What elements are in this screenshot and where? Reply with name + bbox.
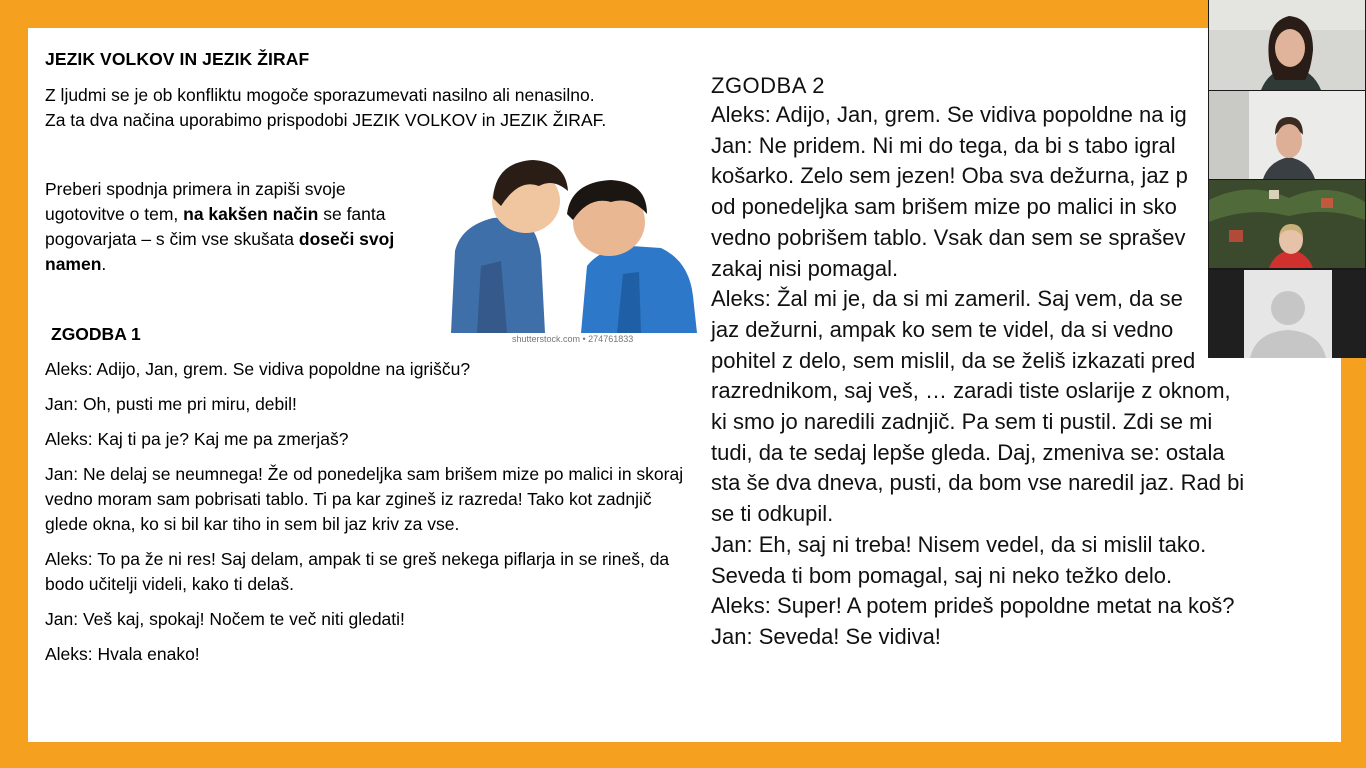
story1-line: Aleks: Adijo, Jan, grem. Se vidiva popoldne na igrišču? (45, 359, 471, 379)
intro-line-2: Za ta dva načina uporabimo prispodobi JEZIK VOLKOV in JEZIK ŽIRAF. (45, 110, 607, 130)
story2-line: pohitel z delo, sem mislil, da se želiš izkazati pred (711, 347, 1196, 373)
story1-heading: ZGODBA 1 (51, 324, 141, 344)
story2-line: vedno pobrišem tablo. Vsak dan sem se sprašev (711, 224, 1186, 250)
story2-line: Jan: Ne pridem. Ni mi do tega, da bi s tabo igral (711, 132, 1176, 158)
person-placeholder-icon (1244, 270, 1332, 358)
story2-line: Aleks: Super! A potem prideš popoldne metat na koš? (711, 593, 1235, 619)
story2-line: Jan: Seveda! Se vidiva! (711, 623, 941, 649)
story2-heading: ZGODBA 2 (711, 73, 826, 98)
worksheet-title: JEZIK VOLKOV IN JEZIK ŽIRAF (45, 49, 310, 69)
story2-line: Jan: Eh, saj ni treba! Nisem vedel, da si mislil tako. (711, 531, 1207, 557)
story2-line: Seveda ti bom pomagal, saj ni neko težko delo. (711, 562, 1173, 588)
participant-1-video (1209, 0, 1365, 90)
task-text-2: se fanta pogovarjata – s čim vse skušata (45, 204, 386, 249)
slide-page (28, 28, 1341, 742)
story1-line: Aleks: Kaj ti pa je? Kaj me pa zmerjaš? (45, 429, 349, 449)
task-bold-1: na kakšen način (183, 204, 319, 224)
boys-arguing-image (441, 156, 697, 333)
participant-2-video (1209, 91, 1365, 179)
participant-video-tile[interactable] (1209, 270, 1365, 358)
story2-line: se ti odkupil. (711, 501, 834, 527)
participant-video-tile[interactable] (1209, 180, 1365, 268)
task-text-1: Preberi spodnja primera in zapiši svoje ugotovitve o tem, (45, 179, 346, 224)
story1-line: Jan: Ne delaj se neumnega! Že od ponedeljka sam brišem mize po malici in skoraj vedno moram sam pobrisati tablo. Ti pa kar zgineš iz razreda! Tako kot zadnjič glede okna, ko si bil kar tiho in sem bil jaz kriv za vse. (45, 464, 684, 534)
story1-line: Aleks: To pa že ni res! Saj delam, ampak ti se greš nekega piflarja in se rineš, da bodo učitelji videli, kako ti delaš. (45, 549, 670, 594)
participant-3-video (1209, 180, 1365, 268)
story1-dialogue (45, 357, 685, 677)
participant-avatar (1244, 270, 1332, 358)
participant-video-tile[interactable] (1209, 91, 1365, 179)
intro-line-1: Z ljudmi se je ob konfliktu mogoče sporazumevati nasilno ali nenasilno. (45, 85, 595, 105)
story2-line: jaz dežurni, ampak ko sem te videl, da si vedno (711, 316, 1174, 342)
story1-line: Jan: Veš kaj, spokaj! Nočem te več niti gledati! (45, 609, 405, 629)
task-text-3: . (101, 254, 107, 274)
story2-line: Aleks: Adijo, Jan, grem. Se vidiva popoldne na ig (711, 102, 1187, 127)
story2-line: zakaj nisi pomagal. (711, 255, 899, 281)
story2-line: razrednikom, saj veš, … zaradi tiste oslarije z oknom, (711, 378, 1231, 404)
story2-line: sta še dva dneva, pusti, da bom vse naredil jaz. Rad bi (711, 470, 1245, 496)
task-bold-2: doseči svoj namen (45, 229, 395, 274)
participant-video-tile[interactable] (1209, 0, 1365, 90)
story1-line: Aleks: Hvala enako! (45, 644, 200, 664)
story2-line: Aleks: Žal mi je, da si mi zameril. Saj vem, da se (711, 286, 1183, 312)
story2-line: ki smo jo naredili zadnjič. Pa sem ti pustil. Zdi se mi (711, 409, 1213, 435)
intro-paragraph (45, 83, 685, 133)
story2-line: tudi, da te sedaj lepše gleda. Daj, zmeniva se: ostala (711, 439, 1225, 465)
story2-line: od ponedeljka sam brišem mize po malici in sko (711, 194, 1177, 220)
task-instructions (45, 177, 405, 277)
story1-line: Jan: Oh, pusti me pri miru, debil! (45, 394, 297, 414)
video-participants-panel (1208, 0, 1366, 358)
story2-line: košarko. Zelo sem jezen! Oba sva dežurna, jaz p (711, 163, 1188, 189)
image-caption: shutterstock.com • 274761833 (512, 334, 634, 344)
boys-illustration (441, 156, 697, 333)
